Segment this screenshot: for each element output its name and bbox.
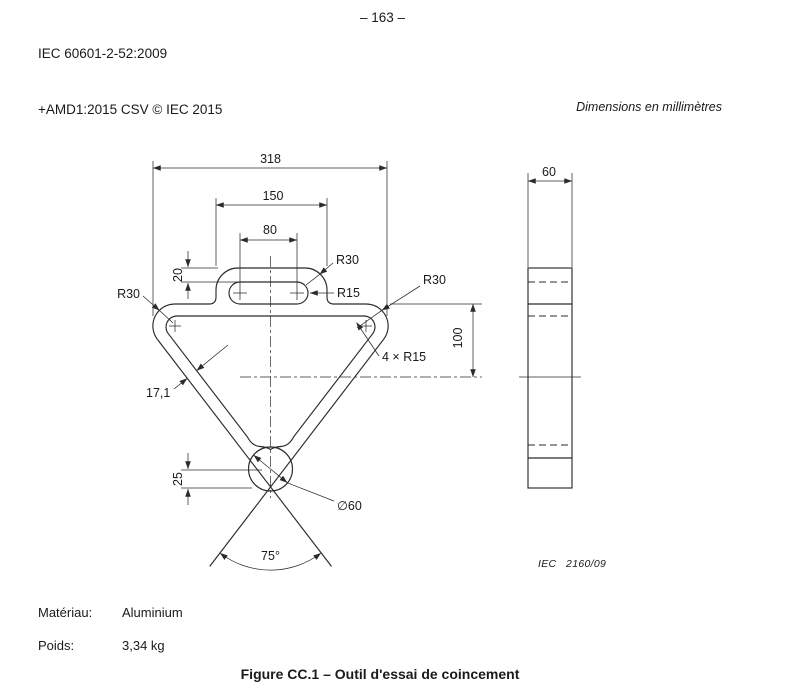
leader-r30-left	[117, 287, 173, 323]
dim-label-d60: ∅60	[337, 499, 362, 513]
dim-label-r30-left: R30	[117, 287, 140, 301]
leader-r15-slot	[310, 286, 360, 300]
dim-label-150: 150	[262, 189, 284, 203]
side-view-hidden-lines	[528, 282, 572, 445]
dim-label-r30-tab: R30	[336, 253, 359, 267]
dim-slot-offset	[171, 251, 240, 299]
dim-label-4xr15: 4 × R15	[382, 350, 427, 364]
dim-label-17-1: 17,1	[146, 386, 171, 400]
dim-label-r15: R15	[337, 286, 360, 300]
leader-r30-tab	[306, 253, 359, 285]
dim-label-80: 80	[263, 223, 277, 237]
units-note: Dimensions en millimètres	[576, 100, 722, 114]
dim-label-318: 318	[260, 152, 281, 166]
figure-ref: IEC 2160/09	[538, 558, 607, 570]
dim-slot-centers	[240, 223, 297, 300]
front-view	[117, 152, 482, 570]
dim-label-r30-right: R30	[423, 273, 446, 287]
page-number: – 163 –	[359, 10, 406, 25]
doc-id-line2: +AMD1:2015 CSV © IEC 2015	[38, 101, 223, 117]
dim-label-60: 60	[542, 165, 556, 179]
weight-label: Poids:	[38, 638, 75, 653]
dim-label-75deg: 75°	[261, 549, 280, 563]
front-left-wall-line	[158, 340, 332, 567]
dim-height	[390, 304, 482, 377]
dim-wall-thickness	[146, 345, 228, 400]
weight-value: 3,34 kg	[122, 638, 165, 653]
figure-caption: Figure CC.1 – Outil d'essai de coincement	[240, 666, 520, 682]
leader-inner-radii	[357, 323, 427, 365]
dim-tip-diameter	[254, 455, 362, 513]
dim-label-20: 20	[171, 268, 185, 282]
leader-r30-right	[357, 273, 446, 328]
dim-label-100: 100	[451, 327, 465, 349]
side-view-body	[528, 268, 572, 488]
dim-thickness	[528, 165, 572, 267]
dim-tip-angle	[220, 549, 321, 570]
front-right-wall-line	[210, 340, 384, 567]
centerlines	[240, 256, 482, 498]
doc-id-line1: IEC 60601-2-52:2009	[38, 46, 168, 61]
dim-label-25: 25	[171, 472, 185, 486]
material-value: Aluminium	[122, 605, 183, 620]
material-label: Matériau:	[38, 605, 93, 620]
side-view	[519, 165, 581, 488]
dim-tip-offset	[171, 453, 262, 505]
